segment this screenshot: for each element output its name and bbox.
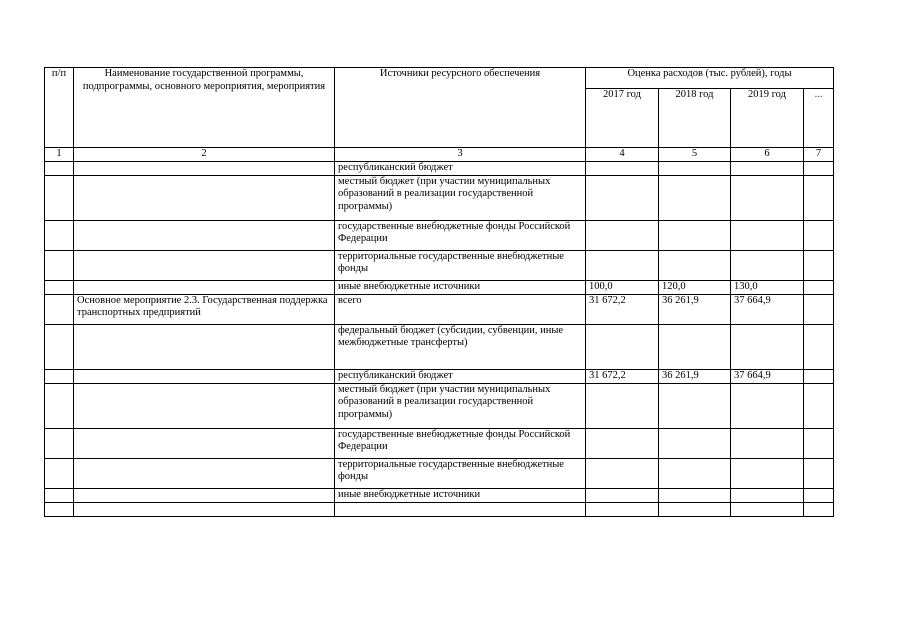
value-2017-cell xyxy=(586,324,659,369)
value-2019-cell: 37 664,9 xyxy=(731,294,804,324)
program-name-cell xyxy=(74,383,335,428)
row-number-cell xyxy=(45,220,74,250)
value-2018-cell xyxy=(659,175,731,220)
value-2018-cell xyxy=(659,383,731,428)
row-number-cell xyxy=(45,458,74,488)
row-number-cell xyxy=(45,383,74,428)
row-number-cell xyxy=(45,175,74,220)
program-name-cell xyxy=(74,280,335,294)
value-2017-cell: 31 672,2 xyxy=(586,294,659,324)
row-number-cell xyxy=(45,502,74,516)
table-row xyxy=(45,488,834,502)
value-more-cell xyxy=(804,250,834,280)
funding-source-cell: всего xyxy=(335,294,586,324)
header-source: Источники ресурсного обеспечения xyxy=(335,68,586,148)
value-2017-cell: 100,0 xyxy=(586,280,659,294)
value-2018-cell xyxy=(659,502,731,516)
column-number: 3 xyxy=(335,148,586,162)
row-number-cell xyxy=(45,369,74,383)
value-2017-cell xyxy=(586,250,659,280)
column-number: 4 xyxy=(586,148,659,162)
column-number: 6 xyxy=(731,148,804,162)
column-number: 5 xyxy=(659,148,731,162)
value-2018-cell xyxy=(659,428,731,458)
program-name-cell: Основное мероприятие 2.3. Государственная поддержка транспортных предприятий xyxy=(74,294,335,324)
table-row xyxy=(45,250,834,280)
table-row xyxy=(45,458,834,488)
value-more-cell xyxy=(804,220,834,250)
funding-source-cell xyxy=(335,502,586,516)
program-name-cell xyxy=(74,502,335,516)
row-number-cell xyxy=(45,428,74,458)
row-number-cell xyxy=(45,324,74,369)
table-row xyxy=(45,383,834,428)
value-2019-cell xyxy=(731,324,804,369)
funding-source-cell: республиканский бюджет xyxy=(335,161,586,175)
table-row xyxy=(45,161,834,175)
value-more-cell xyxy=(804,502,834,516)
program-name-cell xyxy=(74,458,335,488)
value-more-cell xyxy=(804,383,834,428)
column-number: 2 xyxy=(74,148,335,162)
program-name-cell xyxy=(74,428,335,458)
value-2017-cell xyxy=(586,175,659,220)
value-2017-cell xyxy=(586,428,659,458)
value-2017-cell: 31 672,2 xyxy=(586,369,659,383)
header-year-2019: 2019 год xyxy=(731,89,804,148)
table-row xyxy=(45,324,834,369)
header-estimate: Оценка расходов (тыс. рублей), годы xyxy=(586,68,834,89)
value-2018-cell xyxy=(659,324,731,369)
table-row xyxy=(45,502,834,516)
value-2019-cell: 130,0 xyxy=(731,280,804,294)
header-num: п/п xyxy=(45,68,74,148)
header-year-2018: 2018 год xyxy=(659,89,731,148)
header-year-more: ... xyxy=(804,89,834,148)
value-2019-cell xyxy=(731,383,804,428)
value-2019-cell xyxy=(731,175,804,220)
column-numbers-row xyxy=(45,148,834,162)
value-2017-cell xyxy=(586,161,659,175)
funding-source-cell: местный бюджет (при участии муниципальных образований в реализации государственной программы) xyxy=(335,383,586,428)
value-more-cell xyxy=(804,369,834,383)
header-year-2017: 2017 год xyxy=(586,89,659,148)
value-more-cell xyxy=(804,294,834,324)
value-2019-cell xyxy=(731,488,804,502)
row-number-cell xyxy=(45,294,74,324)
value-2017-cell xyxy=(586,458,659,488)
funding-source-cell: иные внебюджетные источники xyxy=(335,280,586,294)
funding-source-cell: федеральный бюджет (субсидии, субвенции, иные межбюджетные трансферты) xyxy=(335,324,586,369)
value-2019-cell xyxy=(731,428,804,458)
value-2018-cell: 36 261,9 xyxy=(659,369,731,383)
value-2019-cell xyxy=(731,502,804,516)
program-name-cell xyxy=(74,488,335,502)
expenditure-table xyxy=(44,67,834,517)
funding-source-cell: местный бюджет (при участии муниципальных образований в реализации государственной программы) xyxy=(335,175,586,220)
value-2018-cell xyxy=(659,161,731,175)
table-row xyxy=(45,294,834,324)
program-name-cell xyxy=(74,161,335,175)
value-2018-cell xyxy=(659,458,731,488)
value-more-cell xyxy=(804,458,834,488)
program-name-cell xyxy=(74,250,335,280)
column-number: 7 xyxy=(804,148,834,162)
value-more-cell xyxy=(804,280,834,294)
value-2017-cell xyxy=(586,502,659,516)
value-2019-cell: 37 664,9 xyxy=(731,369,804,383)
program-name-cell xyxy=(74,369,335,383)
value-2019-cell xyxy=(731,250,804,280)
row-number-cell xyxy=(45,280,74,294)
header-name: Наименование государственной программы, подпрограммы, основного мероприятия, мероприятия xyxy=(74,68,335,148)
program-name-cell xyxy=(74,324,335,369)
value-2018-cell: 120,0 xyxy=(659,280,731,294)
value-more-cell xyxy=(804,175,834,220)
table-row xyxy=(45,280,834,294)
funding-source-cell: территориальные государственные внебюджетные фонды xyxy=(335,250,586,280)
value-2018-cell: 36 261,9 xyxy=(659,294,731,324)
value-2017-cell xyxy=(586,383,659,428)
value-2017-cell xyxy=(586,488,659,502)
program-name-cell xyxy=(74,175,335,220)
funding-source-cell: иные внебюджетные источники xyxy=(335,488,586,502)
table-row xyxy=(45,175,834,220)
table-row xyxy=(45,220,834,250)
funding-source-cell: территориальные государственные внебюджетные фонды xyxy=(335,458,586,488)
program-name-cell xyxy=(74,220,335,250)
funding-source-cell: государственные внебюджетные фонды Российской Федерации xyxy=(335,220,586,250)
value-2019-cell xyxy=(731,220,804,250)
value-2019-cell xyxy=(731,161,804,175)
row-number-cell xyxy=(45,161,74,175)
value-more-cell xyxy=(804,428,834,458)
row-number-cell xyxy=(45,488,74,502)
value-2019-cell xyxy=(731,458,804,488)
value-2018-cell xyxy=(659,250,731,280)
value-more-cell xyxy=(804,488,834,502)
value-2018-cell xyxy=(659,488,731,502)
funding-source-cell: республиканский бюджет xyxy=(335,369,586,383)
value-2017-cell xyxy=(586,220,659,250)
column-number: 1 xyxy=(45,148,74,162)
value-2018-cell xyxy=(659,220,731,250)
table-row xyxy=(45,428,834,458)
value-more-cell xyxy=(804,324,834,369)
funding-source-cell: государственные внебюджетные фонды Российской Федерации xyxy=(335,428,586,458)
value-more-cell xyxy=(804,161,834,175)
row-number-cell xyxy=(45,250,74,280)
table-row xyxy=(45,369,834,383)
